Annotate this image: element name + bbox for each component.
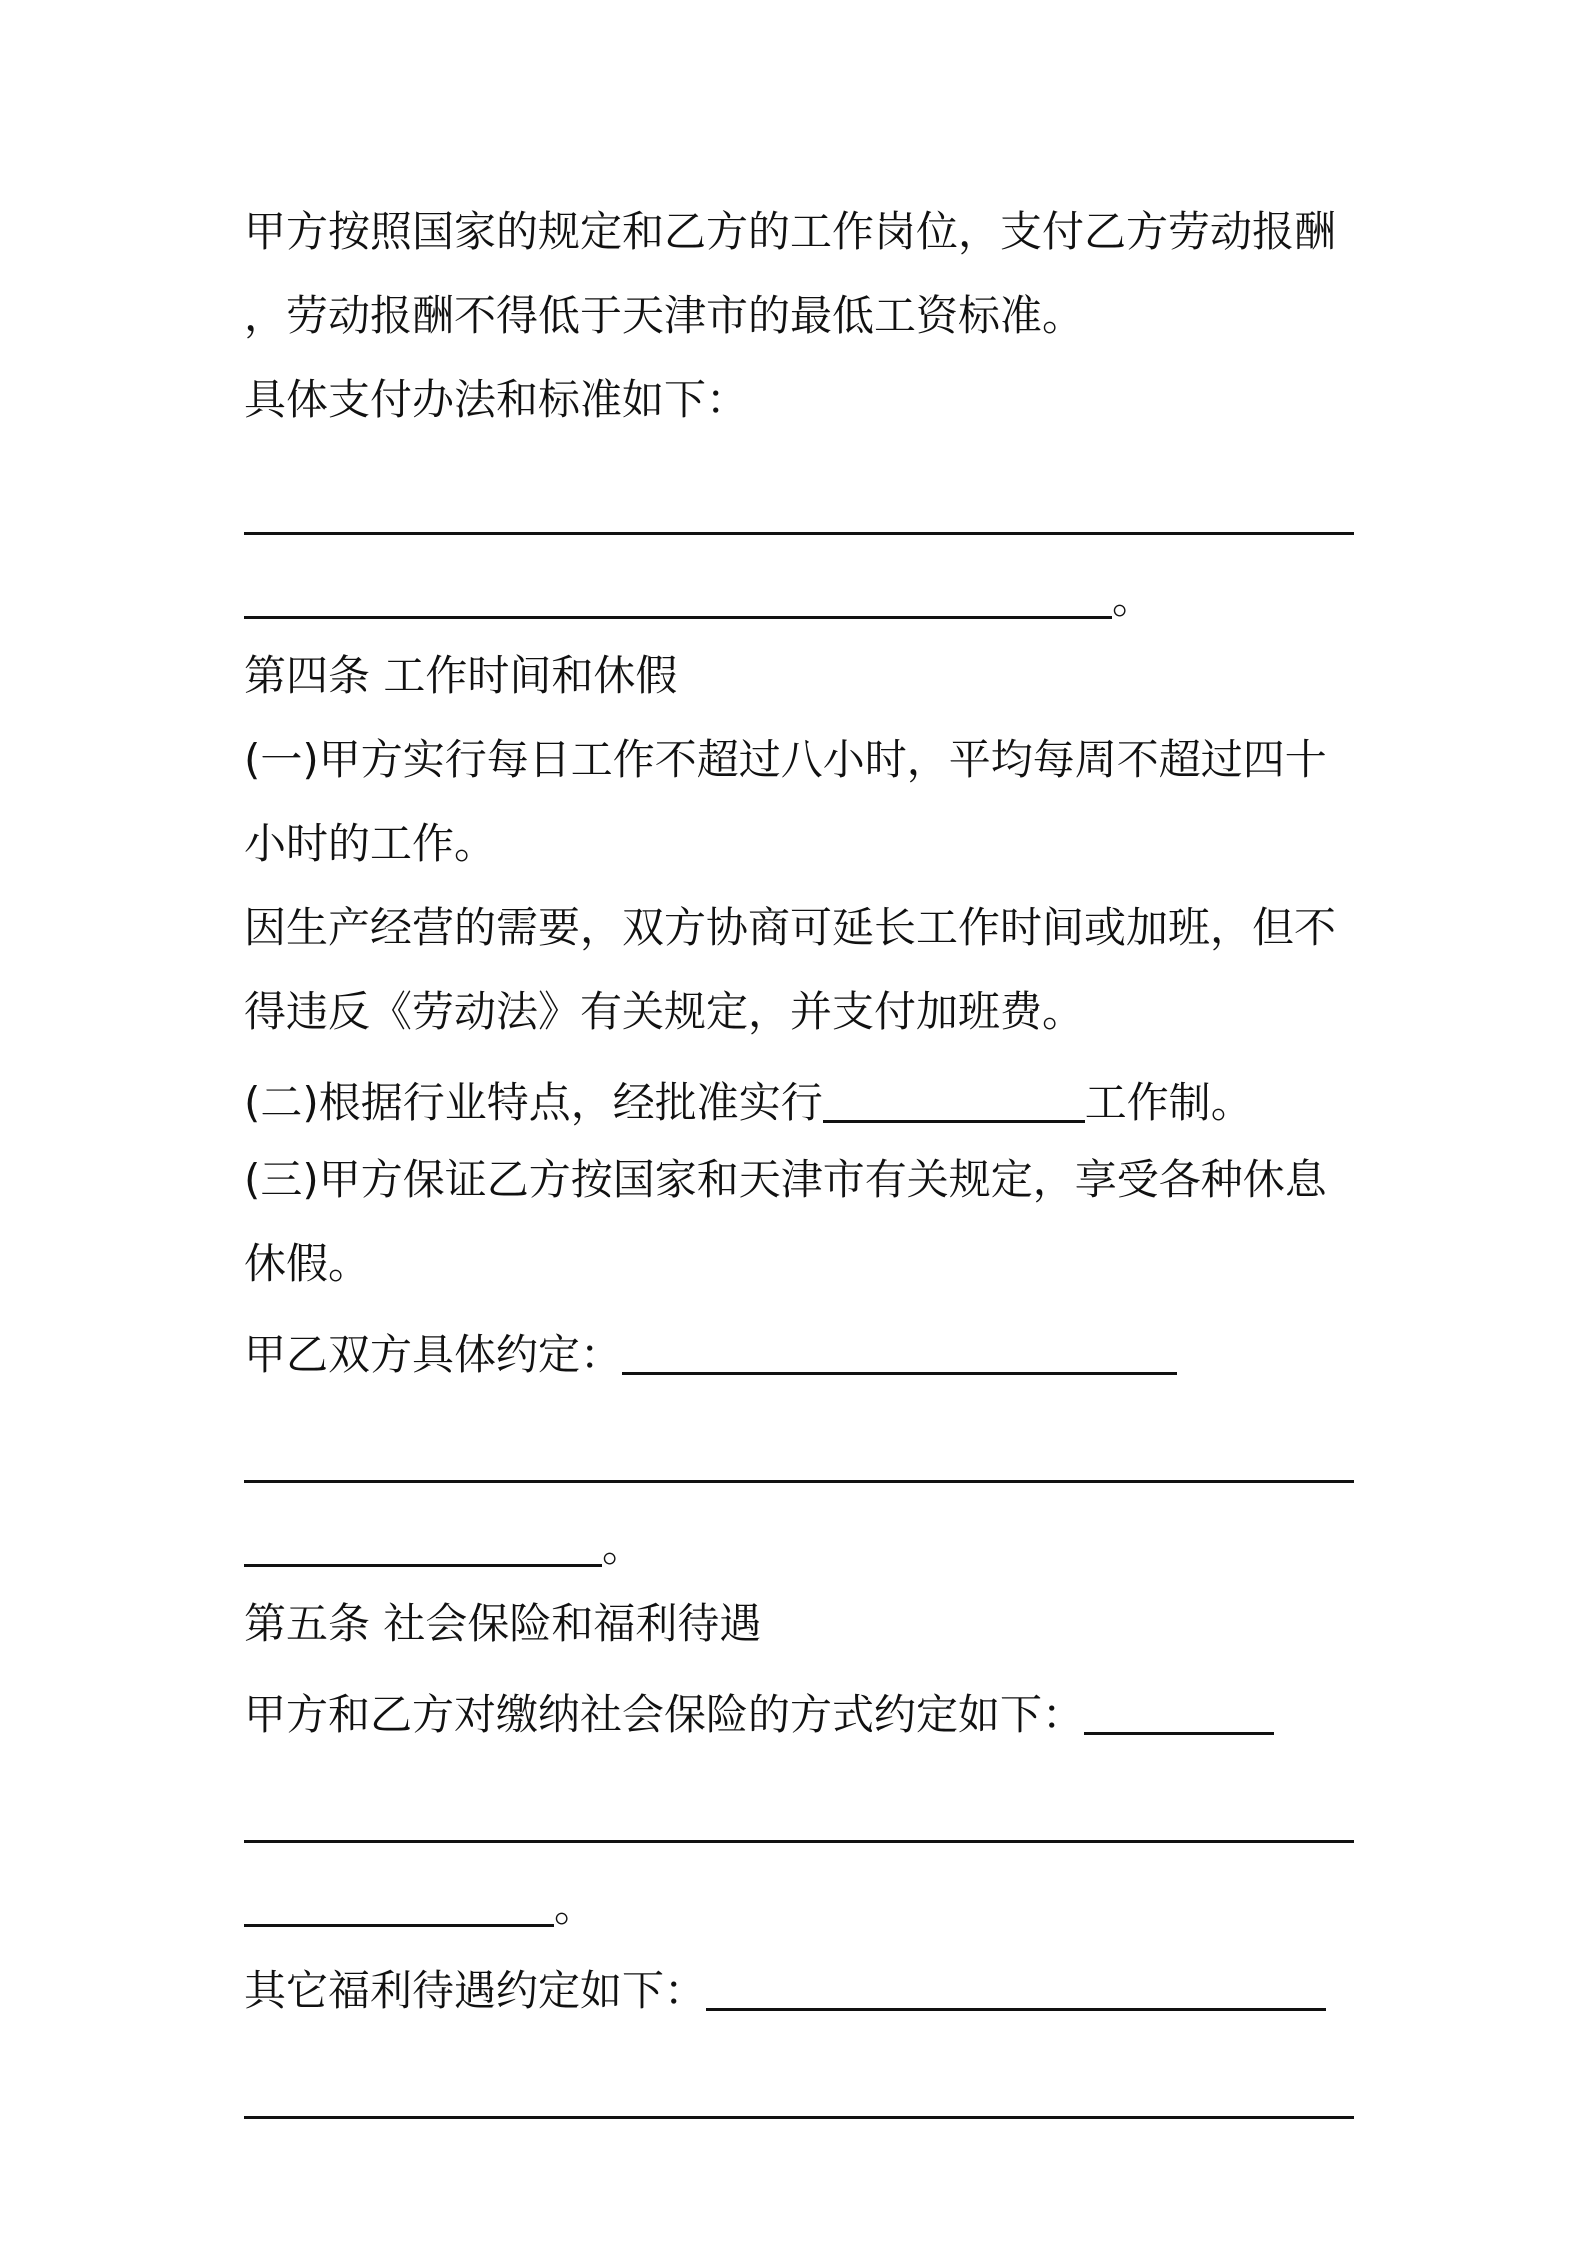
pay-paragraph-line-2: ，劳动报酬不得低于天津市的最低工资标准。 [244,291,1085,340]
article-4-item-2 [244,1054,1354,1138]
article-4-overtime-line-2: 得违反《劳动法》有关规定，并支付加班费。 [244,987,1085,1036]
article-5-title: 第五条 社会保险和福利待遇 [244,1599,762,1648]
article-4-item-1-line-2: 小时的工作。 [244,819,497,868]
article-4-item-3-line-1: (三)甲方保证乙方按国家和天津市有关规定，享受各种休息 [244,1155,1327,1204]
item-2-suffix: 工作制。 [1084,1078,1253,1127]
period-mark: 。 [554,1882,597,1931]
article-5-insurance [244,1666,1354,1750]
fill-blank[interactable] [244,1780,1354,1843]
article-4-overtime-line-1: 因生产经营的需要，双方协商可延长工作时间或加班，但不 [244,903,1337,952]
period-mark: 。 [602,1522,645,1571]
pay-method-label: 具体支付办法和标准如下： [244,375,749,424]
pay-paragraph-line-1: 甲方按照国家的规定和乙方的工作岗位，支付乙方劳动报酬 [244,207,1337,256]
insurance-blank-line-2[interactable] [244,1858,1354,1942]
document-body [244,190,1354,2134]
fill-blank[interactable] [1084,1672,1274,1735]
fill-blank[interactable] [244,2056,1354,2119]
period-mark: 。 [1112,574,1155,623]
article-4-title: 第四条 工作时间和休假 [244,651,678,700]
agreement-blank-line-2[interactable] [244,1498,1354,1582]
article-4-item-3-line-2: 休假。 [244,1239,371,1288]
fill-blank[interactable] [244,1420,1354,1483]
article-4-item-1-line-1: (一)甲方实行每日工作不超过八小时，平均每周不超过四十 [244,735,1327,784]
welfare-blank-line-1[interactable] [244,2050,1354,2134]
insurance-label: 甲方和乙方对缴纳社会保险的方式约定如下： [244,1690,1085,1739]
work-system-blank[interactable] [823,1060,1085,1123]
item-2-prefix: (二)根据行业特点，经批准实行 [244,1078,823,1127]
fill-blank[interactable] [244,1864,554,1927]
fill-blank[interactable] [244,472,1354,535]
pay-method-blank-line-2[interactable] [244,550,1354,634]
welfare-label: 其它福利待遇约定如下： [244,1966,707,2015]
agreement-blank-line-1[interactable] [244,1414,1354,1498]
pay-method-blank-line-1[interactable] [244,466,1354,550]
article-5-welfare [244,1942,1354,2026]
article-4-agreement [244,1306,1354,1390]
fill-blank[interactable] [244,1504,602,1567]
fill-blank[interactable] [622,1312,1177,1375]
fill-blank[interactable] [706,1948,1326,2011]
agreement-label: 甲乙双方具体约定： [244,1330,623,1379]
insurance-blank-line-1[interactable] [244,1774,1354,1858]
fill-blank[interactable] [244,556,1112,619]
